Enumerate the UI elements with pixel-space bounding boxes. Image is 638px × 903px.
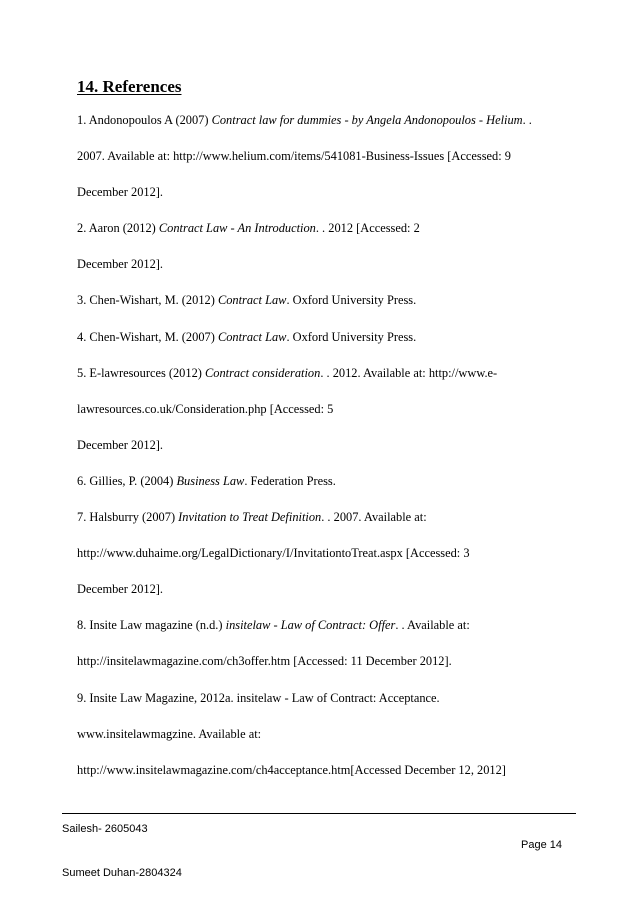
- reference-line: December 2012].: [77, 185, 164, 200]
- ref-text: . . 2007. Available at:: [321, 510, 427, 525]
- ref-text: . Federation Press.: [244, 473, 336, 488]
- reference-line: [77, 617, 597, 653]
- ref-text: 4. Chen-Wishart, M. (2007): [77, 329, 218, 344]
- reference-line: [77, 220, 597, 256]
- reference-line: [77, 112, 597, 148]
- reference-line: http://www.duhaime.org/LegalDictionary/I/InvitationtoTreat.aspx [Accessed: 3: [77, 546, 470, 561]
- ref-title: Contract consideration: [205, 365, 321, 380]
- reference-line: www.insitelawmagzine. Available at:: [77, 726, 262, 741]
- ref-text: . Oxford University Press.: [286, 329, 417, 344]
- ref-title: Contract Law - An Introduction: [158, 221, 316, 236]
- reference-list: [77, 112, 597, 798]
- ref-title: Invitation to Treat Definition: [178, 510, 322, 525]
- ref-text: 5. E-lawresources (2012): [77, 365, 205, 380]
- reference-line: December 2012].: [77, 582, 164, 597]
- footer-divider: [62, 813, 576, 814]
- ref-title: insitelaw - Law of Contract: Offer: [225, 618, 396, 633]
- reference-line: http://www.insitelawmagazine.com/ch4acceptance.htm[Accessed December 12, 2012]: [77, 762, 506, 777]
- reference-line: [77, 292, 597, 328]
- ref-title: Business Law: [176, 473, 245, 488]
- ref-text: . . 2012 [Accessed: 2: [315, 221, 420, 236]
- ref-text: 6. Gillies, P. (2004): [77, 473, 177, 488]
- reference-line: http://insitelawmagazine.com/ch3offer.htm [Accessed: 11 December 2012].: [77, 654, 452, 669]
- ref-title: Contract Law: [217, 329, 287, 344]
- reference-line: [77, 509, 597, 545]
- reference-line: December 2012].: [77, 257, 164, 272]
- ref-text: 1. Andonopoulos A (2007): [77, 113, 212, 127]
- page-heading: 14. References: [77, 77, 182, 96]
- reference-line: [77, 365, 597, 401]
- reference-line: [77, 329, 597, 365]
- reference-line: December 2012].: [77, 437, 164, 452]
- reference-line: 2007. Available at: http://www.helium.com/items/541081-Business-Issues [Accessed: 9: [77, 149, 511, 164]
- ref-text: . . 2012. Available at: http://www.e-: [320, 365, 498, 380]
- ref-title: Contract law for dummies - by Angela Andonopoulos - Helium: [211, 113, 523, 127]
- ref-text: 7. Halsburry (2007): [77, 510, 179, 525]
- reference-line: 9. Insite Law Magazine, 2012a. insitelaw - Law of Contract: Acceptance.: [77, 690, 440, 705]
- ref-text: . Oxford University Press.: [286, 293, 417, 308]
- footer-author-2: Sumeet Duhan-2804324: [62, 867, 182, 879]
- ref-text: 3. Chen-Wishart, M. (2012): [77, 293, 218, 308]
- ref-text: . . Available at:: [395, 618, 470, 633]
- reference-line: [77, 473, 597, 509]
- page-number: Page 14: [521, 839, 562, 851]
- footer-author-1: Sailesh- 2605043: [62, 823, 148, 835]
- ref-text: 8. Insite Law magazine (n.d.): [77, 618, 226, 633]
- ref-title: Contract Law: [217, 293, 287, 308]
- reference-line: lawresources.co.uk/Consideration.php [Accessed: 5: [77, 401, 334, 416]
- ref-text: 2. Aaron (2012): [77, 221, 159, 236]
- ref-text: . .: [522, 113, 532, 127]
